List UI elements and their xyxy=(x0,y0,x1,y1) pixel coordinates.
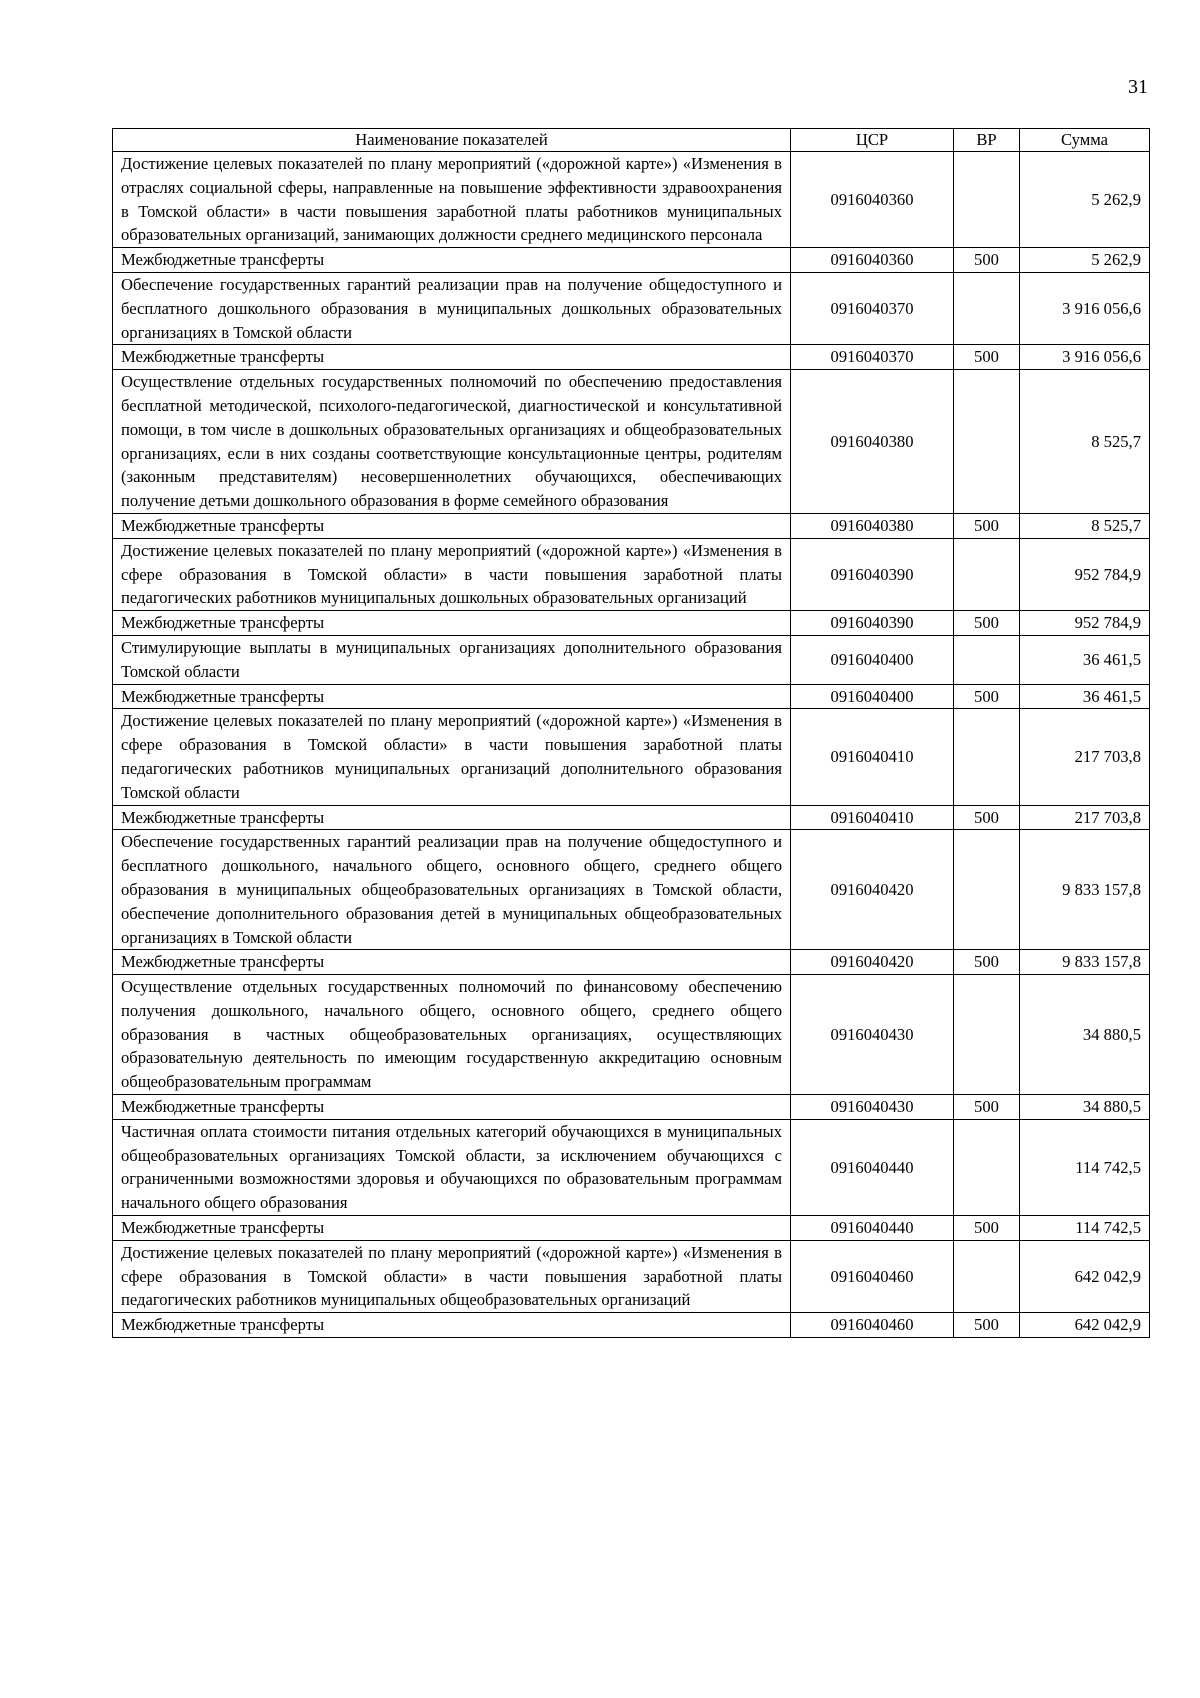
row-name-cell: Межбюджетные трансферты xyxy=(113,513,791,538)
table-row xyxy=(113,248,1150,273)
row-csr-cell: 0916040410 xyxy=(791,709,954,805)
row-name-cell: Межбюджетные трансферты xyxy=(113,611,791,636)
row-name-cell: Межбюджетные трансферты xyxy=(113,684,791,709)
table-row xyxy=(113,513,1150,538)
table-row xyxy=(113,272,1150,344)
row-csr-cell: 0916040380 xyxy=(791,370,954,514)
row-name-cell: Достижение целевых показателей по плану мероприятий («дорожной карте») «Изменения в сфере образования в Томской области» в части повышения заработной платы педагогических работников муниципальных дошкольных образовательных организаций xyxy=(113,538,791,610)
table-row xyxy=(113,1313,1150,1338)
row-sum-cell: 5 262,9 xyxy=(1020,248,1150,273)
row-name-cell: Осуществление отдельных государственных полномочий по финансовому обеспечению получения дошкольного, начального общего, основного общего, среднего общего образования в частных общеобразовательных организациях, осуществляющих образовательную деятельность по имеющим государственную аккредитацию основным общеобразовательным программам xyxy=(113,975,791,1095)
row-name-cell: Достижение целевых показателей по плану мероприятий («дорожной карте») «Изменения в сфере образования в Томской области» в части повышения заработной платы педагогических работников муниципальных организаций дополнительного образования Томской области xyxy=(113,709,791,805)
row-name-cell: Межбюджетные трансферты xyxy=(113,1313,791,1338)
header-vr: ВР xyxy=(954,129,1020,152)
row-name-cell: Межбюджетные трансферты xyxy=(113,345,791,370)
table-row xyxy=(113,635,1150,684)
row-name-cell: Межбюджетные трансферты xyxy=(113,1216,791,1241)
row-name-cell: Межбюджетные трансферты xyxy=(113,805,791,830)
row-csr-cell: 0916040430 xyxy=(791,1095,954,1120)
row-vr-cell xyxy=(954,709,1020,805)
row-sum-cell: 642 042,9 xyxy=(1020,1240,1150,1312)
row-csr-cell: 0916040460 xyxy=(791,1240,954,1312)
table-row xyxy=(113,152,1150,248)
table-row xyxy=(113,684,1150,709)
row-csr-cell: 0916040420 xyxy=(791,830,954,950)
row-sum-cell: 36 461,5 xyxy=(1020,684,1150,709)
row-csr-cell: 0916040370 xyxy=(791,272,954,344)
row-sum-cell: 8 525,7 xyxy=(1020,513,1150,538)
table-body xyxy=(113,152,1150,1338)
row-sum-cell: 114 742,5 xyxy=(1020,1119,1150,1215)
row-name-cell: Обеспечение государственных гарантий реализации прав на получение общедоступного и бесплатного дошкольного, начального общего, основного общего, среднего общего образования в муниципальных общеобразовательных организациях в Томской области, обеспечение дополнительного образования детей в муниципальных общеобразовательных организациях в Томской области xyxy=(113,830,791,950)
table-row xyxy=(113,709,1150,805)
budget-table xyxy=(112,128,1150,1338)
row-sum-cell: 952 784,9 xyxy=(1020,538,1150,610)
row-vr-cell: 500 xyxy=(954,345,1020,370)
row-vr-cell: 500 xyxy=(954,950,1020,975)
table-row xyxy=(113,805,1150,830)
row-name-cell: Частичная оплата стоимости питания отдельных категорий обучающихся в муниципальных общеобразовательных организациях Томской области, за исключением обучающихся с ограниченными возможностями здоровья и обучающихся по образовательным программам начального общего образования xyxy=(113,1119,791,1215)
row-vr-cell xyxy=(954,975,1020,1095)
row-csr-cell: 0916040440 xyxy=(791,1216,954,1241)
row-sum-cell: 8 525,7 xyxy=(1020,370,1150,514)
row-name-cell: Межбюджетные трансферты xyxy=(113,1095,791,1120)
row-sum-cell: 34 880,5 xyxy=(1020,1095,1150,1120)
row-csr-cell: 0916040440 xyxy=(791,1119,954,1215)
row-vr-cell: 500 xyxy=(954,1216,1020,1241)
row-vr-cell: 500 xyxy=(954,611,1020,636)
row-vr-cell xyxy=(954,152,1020,248)
row-csr-cell: 0916040420 xyxy=(791,950,954,975)
row-vr-cell xyxy=(954,1119,1020,1215)
table-row xyxy=(113,1240,1150,1312)
table-row xyxy=(113,1119,1150,1215)
row-sum-cell: 3 916 056,6 xyxy=(1020,272,1150,344)
row-name-cell: Обеспечение государственных гарантий реализации прав на получение общедоступного и бесплатного дошкольного образования в муниципальных дошкольных образовательных организациях в Томской области xyxy=(113,272,791,344)
table-row xyxy=(113,1095,1150,1120)
table-header-row xyxy=(113,129,1150,152)
row-sum-cell: 34 880,5 xyxy=(1020,975,1150,1095)
row-vr-cell xyxy=(954,830,1020,950)
row-sum-cell: 9 833 157,8 xyxy=(1020,830,1150,950)
row-sum-cell: 114 742,5 xyxy=(1020,1216,1150,1241)
table-row xyxy=(113,538,1150,610)
row-name-cell: Достижение целевых показателей по плану мероприятий («дорожной карте») «Изменения в сфере образования в Томской области» в части повышения заработной платы педагогических работников муниципальных общеобразовательных организаций xyxy=(113,1240,791,1312)
row-sum-cell: 5 262,9 xyxy=(1020,152,1150,248)
table-row xyxy=(113,370,1150,514)
row-vr-cell xyxy=(954,370,1020,514)
row-vr-cell: 500 xyxy=(954,1313,1020,1338)
row-vr-cell: 500 xyxy=(954,1095,1020,1120)
row-sum-cell: 952 784,9 xyxy=(1020,611,1150,636)
table-row xyxy=(113,975,1150,1095)
row-vr-cell xyxy=(954,1240,1020,1312)
row-csr-cell: 0916040390 xyxy=(791,611,954,636)
table-row xyxy=(113,830,1150,950)
row-name-cell: Стимулирующие выплаты в муниципальных организациях дополнительного образования Томской области xyxy=(113,635,791,684)
row-csr-cell: 0916040410 xyxy=(791,805,954,830)
row-csr-cell: 0916040390 xyxy=(791,538,954,610)
row-name-cell: Достижение целевых показателей по плану мероприятий («дорожной карте») «Изменения в отраслях социальной сферы, направленные на повышение эффективности здравоохранения в Томской области» в части повышения заработной платы работников муниципальных образовательных организаций, занимающих должности среднего медицинского персонала xyxy=(113,152,791,248)
row-name-cell: Осуществление отдельных государственных полномочий по обеспечению предоставления бесплатной методической, психолого-педагогической, диагностической и консультативной помощи, в том числе в дошкольных образовательных организациях и общеобразовательных организациях, если в них созданы соответствующие консультационные центры, родителям (законным представителям) несовершеннолетних обучающихся, обеспечивающих получение детьми дошкольного образования в форме семейного образования xyxy=(113,370,791,514)
row-csr-cell: 0916040400 xyxy=(791,684,954,709)
row-vr-cell xyxy=(954,538,1020,610)
row-sum-cell: 36 461,5 xyxy=(1020,635,1150,684)
row-vr-cell xyxy=(954,272,1020,344)
row-vr-cell: 500 xyxy=(954,805,1020,830)
table-row xyxy=(113,950,1150,975)
row-name-cell: Межбюджетные трансферты xyxy=(113,248,791,273)
row-csr-cell: 0916040460 xyxy=(791,1313,954,1338)
row-csr-cell: 0916040380 xyxy=(791,513,954,538)
row-vr-cell: 500 xyxy=(954,684,1020,709)
row-sum-cell: 3 916 056,6 xyxy=(1020,345,1150,370)
row-sum-cell: 9 833 157,8 xyxy=(1020,950,1150,975)
table-row xyxy=(113,345,1150,370)
row-sum-cell: 217 703,8 xyxy=(1020,805,1150,830)
header-sum: Сумма xyxy=(1020,129,1150,152)
page-number: 31 xyxy=(1128,76,1148,98)
row-vr-cell xyxy=(954,635,1020,684)
row-name-cell: Межбюджетные трансферты xyxy=(113,950,791,975)
row-vr-cell: 500 xyxy=(954,248,1020,273)
header-name: Наименование показателей xyxy=(113,129,791,152)
row-csr-cell: 0916040360 xyxy=(791,248,954,273)
row-csr-cell: 0916040430 xyxy=(791,975,954,1095)
header-csr: ЦСР xyxy=(791,129,954,152)
row-csr-cell: 0916040400 xyxy=(791,635,954,684)
table-row xyxy=(113,611,1150,636)
row-sum-cell: 642 042,9 xyxy=(1020,1313,1150,1338)
row-vr-cell: 500 xyxy=(954,513,1020,538)
row-csr-cell: 0916040360 xyxy=(791,152,954,248)
row-csr-cell: 0916040370 xyxy=(791,345,954,370)
table-row xyxy=(113,1216,1150,1241)
row-sum-cell: 217 703,8 xyxy=(1020,709,1150,805)
